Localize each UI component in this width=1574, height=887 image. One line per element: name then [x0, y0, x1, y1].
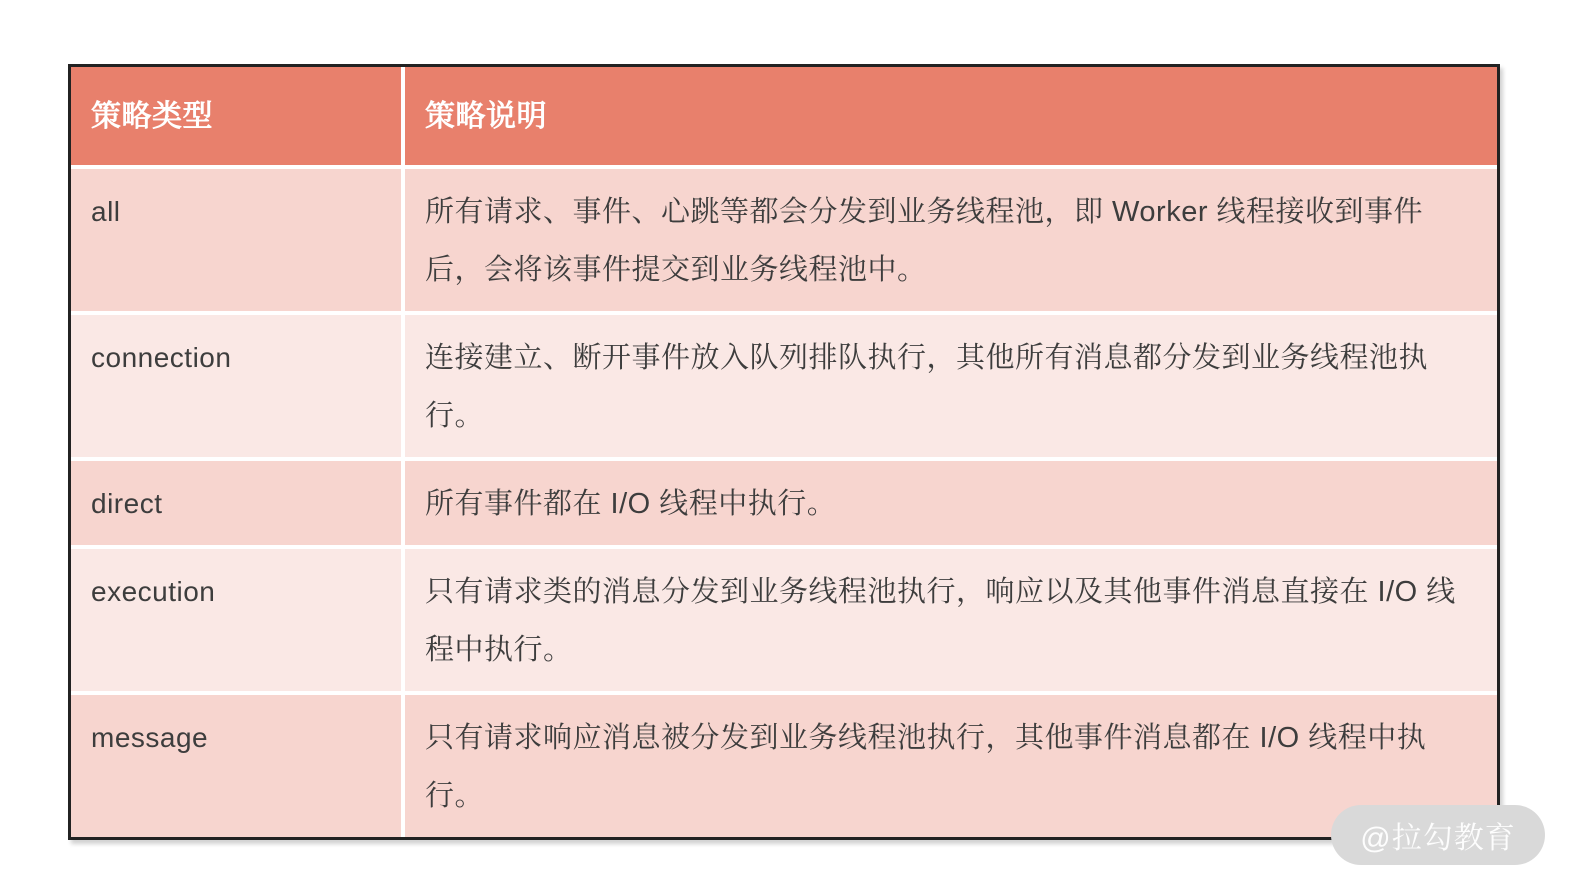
column-header-strategy-type: 策略类型 [71, 67, 401, 165]
table-row-execution-description: 只有请求类的消息分发到业务线程池执行，响应以及其他事件消息直接在 I/O 线程中执行。 [405, 549, 1497, 691]
column-header-strategy-description: 策略说明 [405, 67, 1497, 165]
table-row-all-description: 所有请求、事件、心跳等都会分发到业务线程池，即 Worker 线程接收到事件后，会将该事件提交到业务线程池中。 [405, 169, 1497, 311]
table-row-execution-type: execution [71, 549, 401, 691]
table-row-connection-type: connection [71, 315, 401, 457]
table-row-direct-description: 所有事件都在 I/O 线程中执行。 [405, 461, 1497, 545]
dispatch-strategy-table [68, 64, 1500, 840]
lagou-education-watermark [1331, 805, 1545, 865]
table-row-message-description: 只有请求响应消息被分发到业务线程池执行，其他事件消息都在 I/O 线程中执行。 [405, 695, 1497, 837]
table-row-all-type: all [71, 169, 401, 311]
table-row-direct-type: direct [71, 461, 401, 545]
table-row-connection-description: 连接建立、断开事件放入队列排队执行，其他所有消息都分发到业务线程池执行。 [405, 315, 1497, 457]
table-row-message-type: message [71, 695, 401, 837]
watermark-label: @拉勾教育 [1360, 822, 1516, 855]
